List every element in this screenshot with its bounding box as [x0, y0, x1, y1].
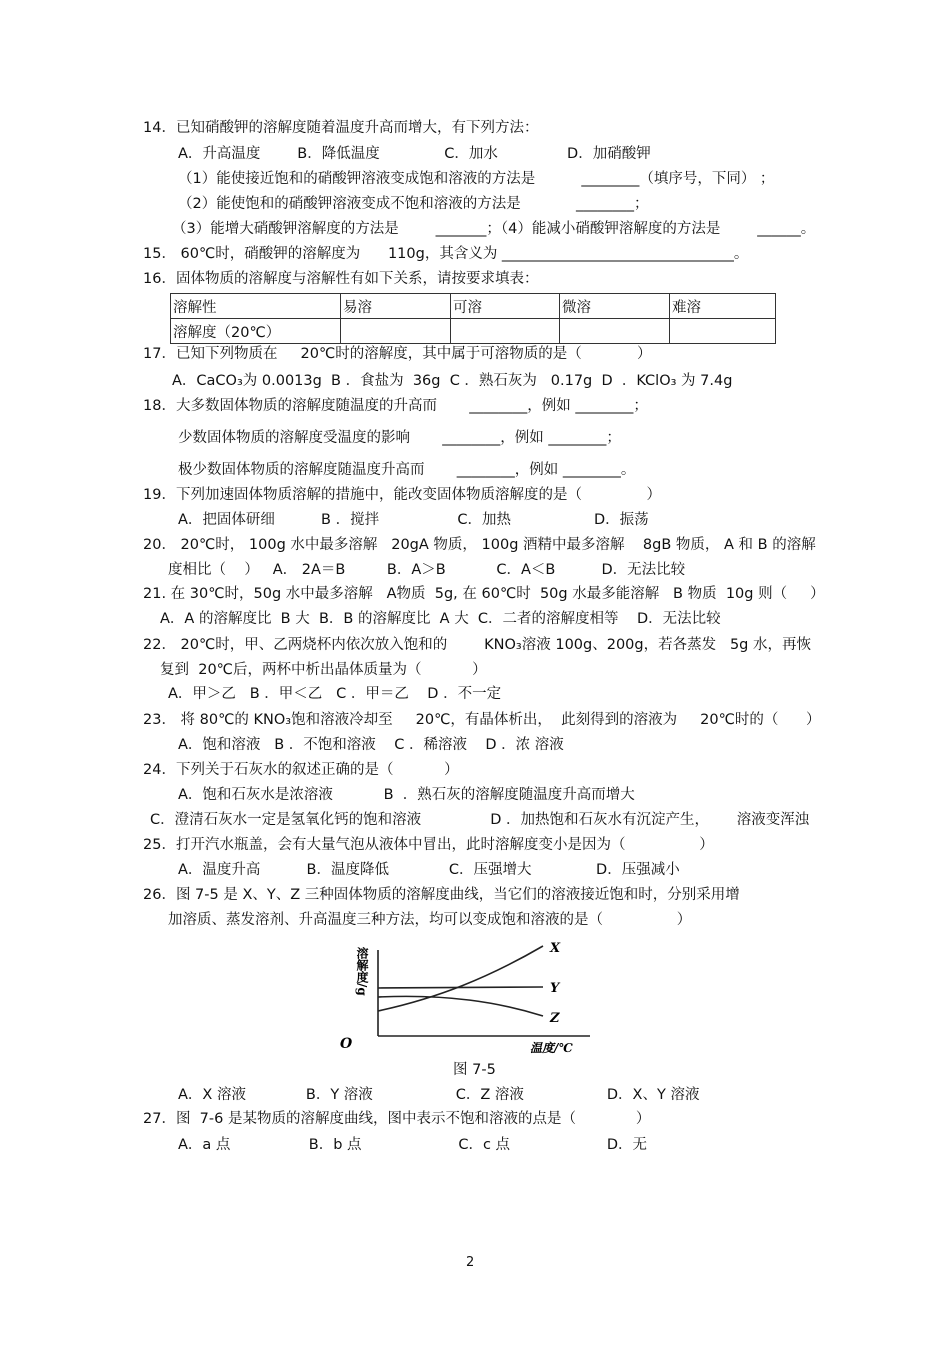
- solubility-table: [170, 293, 776, 344]
- curve-y-label: Y: [550, 981, 560, 996]
- q27-options: A．a 点 B．b 点 C．c 点 D．无: [178, 1137, 647, 1153]
- table-cell: 可溶: [451, 294, 560, 319]
- table-cell: [451, 319, 560, 344]
- q18-line1: 18．大多数固体物质的溶解度随温度的升高而 ________，例如 ________；: [143, 398, 648, 414]
- q16-stem: 16．固体物质的溶解度与溶解性有如下关系，请按要求填表：: [143, 271, 539, 287]
- q22-line2: 复到 20℃后，两杯中析出晶体质量为（ ）: [160, 662, 487, 678]
- y-axis-label: 溶解度/g: [355, 947, 369, 996]
- q21-stem: 21. 在 30℃时，50g 水中最多溶解 A物质 5g, 在 60℃时 50g 水最多能溶解 B 物质 10g 则（ ）: [143, 586, 825, 602]
- q26-line2: 加溶质、蒸发溶剂、升高温度三种方法，均可以变成饱和溶液的是（ ）: [168, 912, 692, 928]
- table-cell: [341, 319, 451, 344]
- q14-part1: （1）能使接近饱和的硝酸钾溶液变成饱和溶液的方法是 ________（填序号，下同） ；: [178, 171, 775, 187]
- q24-stem: 24．下列关于石灰水的叙述正确的是（ ）: [143, 762, 459, 778]
- q18-line3: 极少数固体物质的溶解度随温度升高而 ________，例如 ________。: [178, 462, 636, 478]
- q18-line2: 少数固体物质的溶解度受温度的影响 ________，例如 ________；: [178, 430, 621, 446]
- q27-stem: 27．图 7-6 是某物质的溶解度曲线，图中表示不饱和溶液的点是（ ）: [143, 1111, 651, 1127]
- table-cell: [560, 319, 670, 344]
- q19-stem: 19．下列加速固体物质溶解的措施中，能改变固体物质溶解度的是（ ）: [143, 487, 661, 503]
- q17-stem: 17．已知下列物质在 20℃时的溶解度，其中属于可溶物质的是（ ）: [143, 346, 652, 362]
- page-number: 2: [466, 1255, 475, 1270]
- origin-label: O: [340, 1036, 353, 1052]
- table-cell: 微溶: [560, 294, 670, 319]
- q24-options-ab: A．饱和石灰水是浓溶液 B ．熟石灰的溶解度随温度升高而增大: [178, 787, 635, 803]
- table-cell: [670, 319, 776, 344]
- table-row: [171, 294, 776, 319]
- q26-options: A．X 溶液 B．Y 溶液 C．Z 溶液 D．X、Y 溶液: [178, 1087, 700, 1103]
- q20-line2: 度相比（ ） A． 2A＝B B．A＞B C．A＜B D．无法比较: [168, 562, 686, 578]
- table-cell: 易溶: [341, 294, 451, 319]
- q14-part3-4: （3）能增大硝酸钾溶解度的方法是 _______；（4）能减小硝酸钾溶解度的方法是 ______。: [172, 221, 816, 237]
- q17-options: A．CaCO₃为 0.0013g B ．食盐为 36g C ．熟石灰为 0.17g D ．KClO₃ 为 7.4g: [172, 373, 733, 389]
- table-cell: 溶解性: [171, 294, 341, 319]
- q23-stem: 23． 将 80℃的 KNO₃饱和溶液冷却至 20℃，有晶体析出， 此刻得到的溶液为 20℃时的（ ）: [143, 712, 821, 728]
- table-cell: 难溶: [670, 294, 776, 319]
- q22-line1: 22． 20℃时，甲、乙两烧杯内依次放入饱和的 KNO₃溶液 100g、200g，若各蒸发 5g 水，再恢: [143, 637, 811, 653]
- q19-options: A．把固体研细 B ．搅拌 C．加热 D．振荡: [178, 512, 649, 528]
- solubility-curve-figure: [338, 932, 610, 1056]
- q14-part2: （2）能使饱和的硝酸钾溶液变成不饱和溶液的方法是 ________；: [178, 196, 649, 212]
- q24-options-cd: C．澄清石灰水一定是氢氧化钙的饱和溶液 D ．加热饱和石灰水有沉淀产生， 溶液变浑浊: [150, 812, 810, 828]
- q22-options: A．甲＞乙 B ．甲＜乙 C ．甲＝乙 D ．不一定: [168, 686, 502, 702]
- curve-y: [378, 987, 543, 988]
- table-row: [171, 319, 776, 344]
- q25-options: A．温度升高 B．温度降低 C．压强增大 D．压强减小: [178, 862, 680, 878]
- q15-stem: 15． 60℃时，硝酸钾的溶解度为 110g，其含义为 ________________________________。: [143, 246, 749, 262]
- x-axis-label: 温度/℃: [530, 1041, 573, 1055]
- q14-stem: 14．已知硝酸钾的溶解度随着温度升高而增大，有下列方法：: [143, 120, 539, 136]
- figure-caption: 图 7-5: [453, 1062, 496, 1078]
- q14-options: A．升高温度 B．降低温度 C．加水 D．加硝酸钾: [178, 146, 651, 162]
- q25-stem: 25．打开汽水瓶盖，会有大量气泡从液体中冒出，此时溶解度变小是因为（ ）: [143, 837, 714, 853]
- q21-options: A．A 的溶解度比 B 大 B．B 的溶解度比 A 大 C．二者的溶解度相等 D．无法比较: [160, 611, 721, 627]
- q20-line1: 20． 20℃时， 100g 水中最多溶解 20gA 物质， 100g 酒精中最多溶解 8gB 物质， A 和 B 的溶解: [143, 537, 816, 553]
- curve-x-label: X: [550, 941, 561, 956]
- curve-z-label: Z: [550, 1011, 560, 1026]
- q26-line1: 26．图 7-5 是 X、Y、Z 三种固体物质的溶解度曲线，当它们的溶液接近饱和时，分别采用增: [143, 887, 740, 903]
- table-cell: 溶解度（20℃）: [171, 319, 341, 344]
- q23-options: A．饱和溶液 B ．不饱和溶液 C ．稀溶液 D ．浓 溶液: [178, 737, 564, 753]
